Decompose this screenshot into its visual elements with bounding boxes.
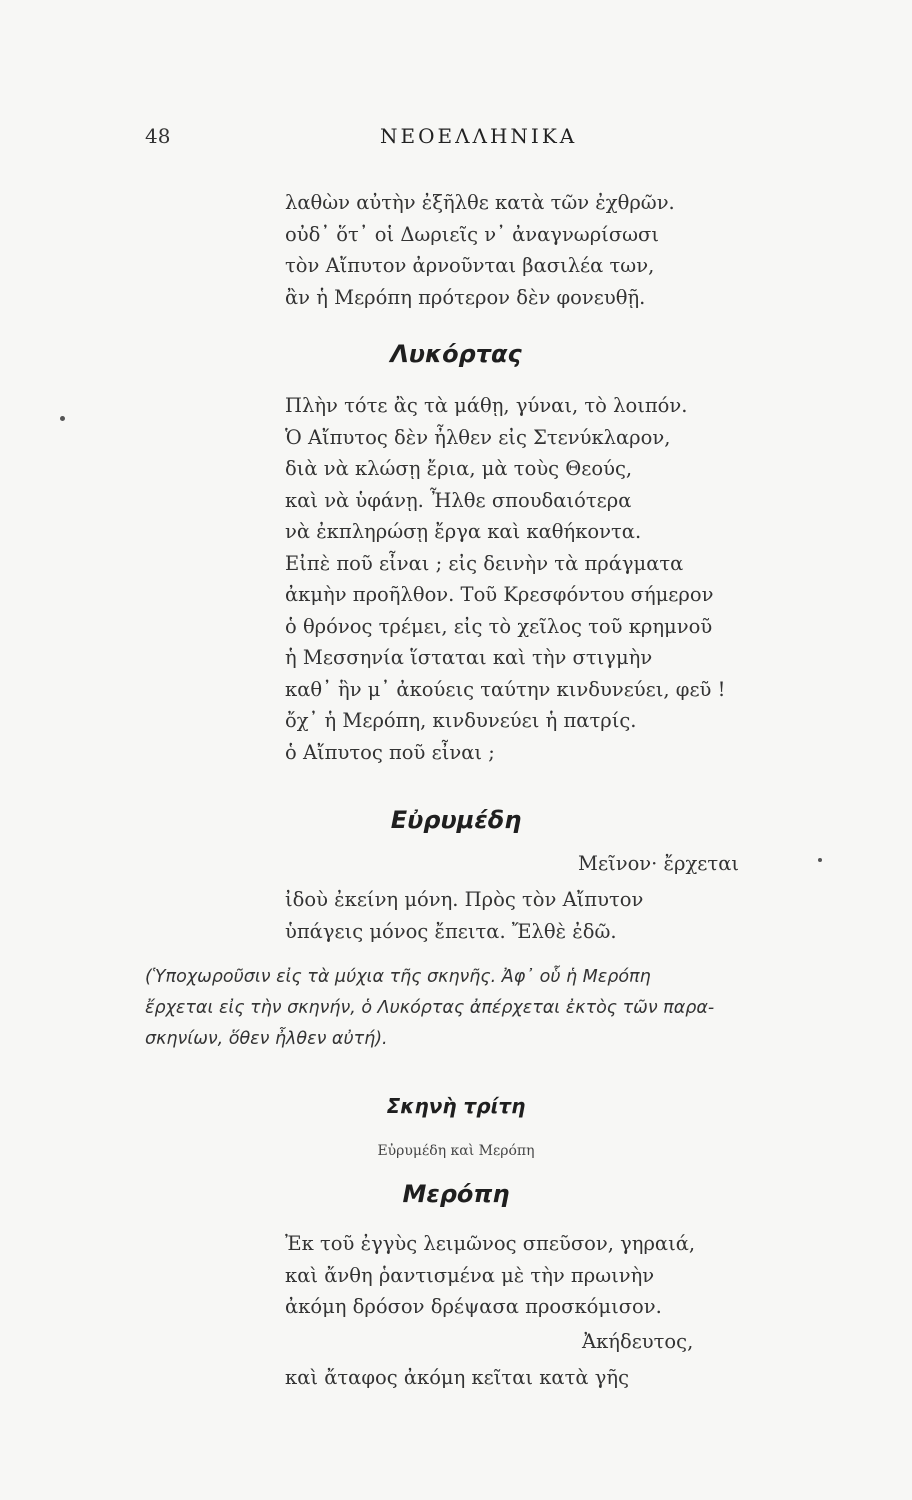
verse-line: οὐδ᾽ ὅτ᾽ οἱ Δωριεῖς ν᾽ ἀναγνωρίσωσι: [285, 222, 659, 246]
verse-line: νὰ ἐκπληρώσῃ ἔργα καὶ καθήκοντα.: [285, 520, 642, 543]
verse-line: διὰ νὰ κλώσῃ ἔρια, μὰ τοὺς Θεούς,: [285, 457, 633, 480]
merope-speech: [285, 1228, 695, 1323]
verse-line: λαθὼν αὐτὴν ἐξῆλθε κατὰ τῶν ἐχθρῶν.: [285, 191, 675, 214]
stage-direction-line: σκηνίων, ὅθεν ἦλθεν αὐτή).: [145, 1029, 388, 1049]
stage-direction: [145, 962, 785, 1055]
verse-line: ἀκμὴν προῆλθον. Τοῦ Κρεσφόντου σήμερον: [285, 583, 714, 606]
speaker-name-eurymede: Εὐρυμέδη: [390, 806, 522, 834]
speaker-name-merope: Μερόπη: [402, 1180, 510, 1208]
eurymede-first-line: Μεῖνον· ἔρχεται: [578, 852, 740, 875]
opening-verse-block: [285, 187, 675, 313]
verse-line: ἀκόμη δρόσον δρέψασα προσκόμισον.: [285, 1295, 662, 1318]
eurymede-speech: [285, 884, 643, 947]
lykortas-speech: [285, 390, 725, 768]
verse-line: ὑπάγεις μόνος ἔπειτα. Ἔλθὲ ἐδῶ.: [285, 919, 617, 943]
verse-line: ὁ Αἴπυτος ποῦ εἶναι ;: [285, 740, 495, 764]
scene-cast: Εὐρυμέδη καὶ Μερόπη: [377, 1143, 535, 1159]
verse-line: Ἐκ τοῦ ἐγγὺς λειμῶνος σπεῦσον, γηραιά,: [285, 1232, 696, 1255]
merope-last-line: [285, 1362, 629, 1394]
verse-line: ἡ Μεσσηνία ἵσταται καὶ τὴν στιγμὴν: [285, 646, 653, 669]
speaker-name-lykortas: Λυκόρτας: [390, 340, 522, 368]
verse-line: Πλὴν τότε ἂς τὰ μάθῃ, γύναι, τὸ λοιπόν.: [285, 394, 688, 417]
stage-direction-line: (Ὑποχωροῦσιν εἰς τὰ μύχια τῆς σκηνῆς. Ἀφ᾽ οὗ ἡ Μερόπη: [145, 967, 651, 987]
verse-line: ἰδοὺ ἐκείνη μόνη. Πρὸς τὸν Αἴπυτον: [285, 888, 644, 911]
verse-line: ἂν ἡ Μερόπη πρότερον δὲν φονευθῇ.: [285, 285, 646, 309]
verse-line: καὶ ἄταφος ἀκόμη κεῖται κατὰ γῆς: [285, 1366, 629, 1389]
ink-spot: [60, 416, 65, 421]
verse-line: καὶ ἄνθη ῥαντισμένα μὲ τὴν πρωινὴν: [285, 1263, 655, 1287]
verse-line: τὸν Αἴπυτον ἀρνοῦνται βασιλέα των,: [285, 254, 655, 277]
scene-title: Σκηνὴ τρίτη: [386, 1094, 526, 1118]
stage-direction-line: ἔρχεται εἰς τὴν σκηνήν, ὁ Λυκόρτας ἀπέρχεται ἐκτὸς τῶν παρα-: [145, 998, 715, 1018]
ink-spot: [818, 858, 822, 862]
page-header: [0, 124, 912, 158]
running-title: ΝΕΟΕΛΛΗΝΙΚΑ: [380, 124, 578, 148]
verse-line: ὁ θρόνος τρέμει, εἰς τὸ χεῖλος τοῦ κρημνοῦ: [285, 614, 713, 638]
verse-line: καθ᾽ ἣν μ᾽ ἀκούεις ταύτην κινδυνεύει, φεῦ !: [285, 677, 726, 701]
merope-indented-line: Ἀκήδευτος,: [582, 1330, 694, 1353]
verse-line: καὶ νὰ ὑφάνῃ. Ἦλθε σπουδαιότερα: [285, 488, 632, 512]
verse-line: ὄχ᾽ ἡ Μερόπη, κινδυνεύει ἡ πατρίς.: [285, 709, 637, 732]
verse-line: Ὁ Αἴπυτος δὲν ἦλθεν εἰς Στενύκλαρον,: [285, 425, 671, 449]
page-number: 48: [145, 124, 171, 148]
verse-line: Εἰπὲ ποῦ εἶναι ; εἰς δεινὴν τὰ πράγματα: [285, 551, 684, 575]
